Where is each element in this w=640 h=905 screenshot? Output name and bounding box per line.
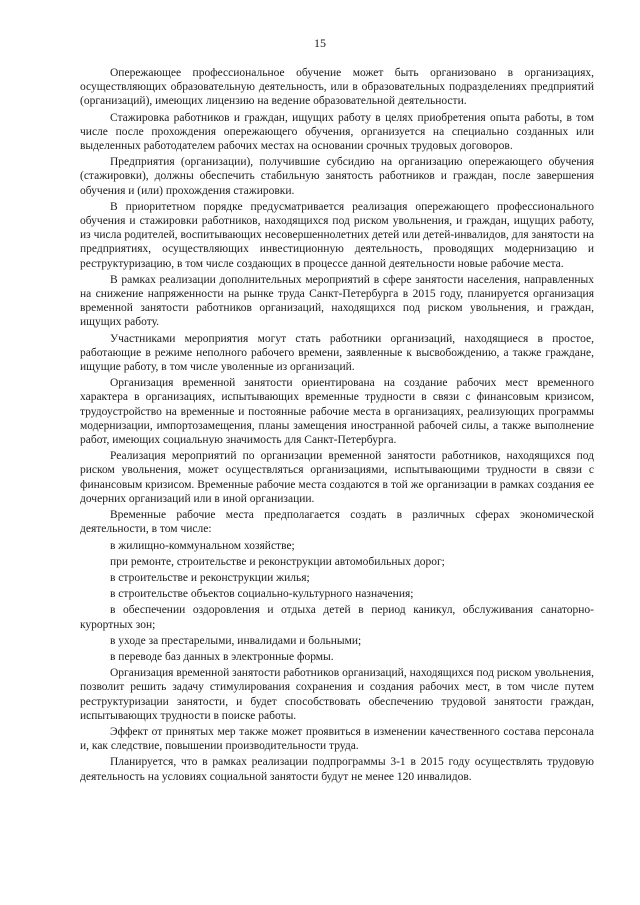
sector-list	[80, 539, 594, 665]
list-item: в строительстве и реконструкции жилья;	[110, 571, 310, 584]
paragraph: Организация временной занятости работников организаций, находящихся под риском увольнения, позволит решить задачу стимулирования сохранения и создания рабочих мест, в том числе путем реструктуризации занятости, и будет способствовать обеспечению трудовой занятости граждан, испытывающих трудности в поиске работы.	[80, 667, 594, 722]
paragraph: Реализация мероприятий по организации временной занятости работников, находящихся под риском увольнения, может осуществляться организациями, испытывающими трудности в связи с финансовым кризисом. Временные рабочие места создаются в той же организации в рамках создания ее дочерних организаций или в иной организации.	[80, 450, 594, 505]
paragraph: Опережающее профессиональное обучение может быть организовано в организациях, осуществляющих образовательную деятельность, или в образовательных подразделениях предприятий (организаций), имеющих лицензию на ведение образовательной деятельности.	[80, 67, 594, 108]
paragraph: Организация временной занятости ориентирована на создание рабочих мест временного характера в организациях, испытывающих временные трудности в связи с финансовым кризисом, трудоустройство на временные и постоянные рабочие места в организациях, реализующих программы модернизации, импортозамещения, планы замещения иностранной рабочей силы, а также выполнение работ, имеющих социальную значимость для Санкт-Петербурга.	[80, 377, 594, 447]
paragraph: Планируется, что в рамках реализации подпрограммы 3-1 в 2015 году осуществлять трудовую деятельность на условиях социальной занятости будут не менее 120 инвалидов.	[80, 756, 594, 783]
paragraph: В приоритетном порядке предусматривается реализация опережающего профессионального обучения и стажировки работников, находящихся под риском увольнения, и граждан, ищущих работу, из числа родителей, воспитывающих несовершеннолетних детей или детей-инвалидов, для занятости на предприятиях, осуществляющих инвестиционную деятельность, проводящих модернизацию и реструктуризацию, в том числе создающих в процессе данной деятельности новые рабочие места.	[80, 200, 594, 270]
paragraph: Временные рабочие места предполагается создать в различных сферах экономической деятельности, в том числе:	[80, 509, 594, 536]
document-body	[80, 66, 594, 786]
page-number: 15	[314, 36, 326, 50]
paragraph: Предприятия (организации), получившие субсидию на организацию опережающего обучения (стажировки), должны обеспечить стабильную занятость работников и граждан, после завершения обучения и (или) прохождения стажировки.	[80, 156, 594, 197]
list-item: в переводе баз данных в электронные формы.	[110, 650, 334, 663]
list-item: при ремонте, строительстве и реконструкции автомобильных дорог;	[110, 555, 445, 568]
paragraph: Участниками мероприятия могут стать работники организаций, находящиеся в простое, работающие в режиме неполного рабочего времени, заявленные к высвобождению, а также граждане, ищущие работу, в том числе уволенные из организаций.	[80, 332, 594, 374]
list-item: в уходе за престарелыми, инвалидами и больными;	[110, 634, 362, 647]
paragraph: Эффект от принятых мер также может проявиться в изменении качественного состава персонала и, как следствие, повышении производительности труда.	[80, 725, 594, 753]
list-item: в жилищно-коммунальном хозяйстве;	[110, 539, 295, 552]
list-item: в строительстве объектов социально-культурного назначения;	[110, 588, 414, 601]
paragraph: Стажировка работников и граждан, ищущих работу в целях приобретения опыта работы, в том числе после прохождения опережающего обучения, организуется на специально созданных или выделенных работодателем рабочих местах на основании срочных трудовых договоров.	[80, 111, 594, 153]
paragraph: В рамках реализации дополнительных мероприятий в сфере занятости населения, направленных на снижение напряженности на рынке труда Санкт-Петербурга в 2015 году, планируется организация временной занятости работников организаций, находящихся под риском увольнения, и граждан, ищущих работу.	[80, 273, 594, 329]
list-item: в обеспечении оздоровления и отдыха детей в период каникул, обслуживания санаторно-курортных зон;	[80, 604, 594, 631]
